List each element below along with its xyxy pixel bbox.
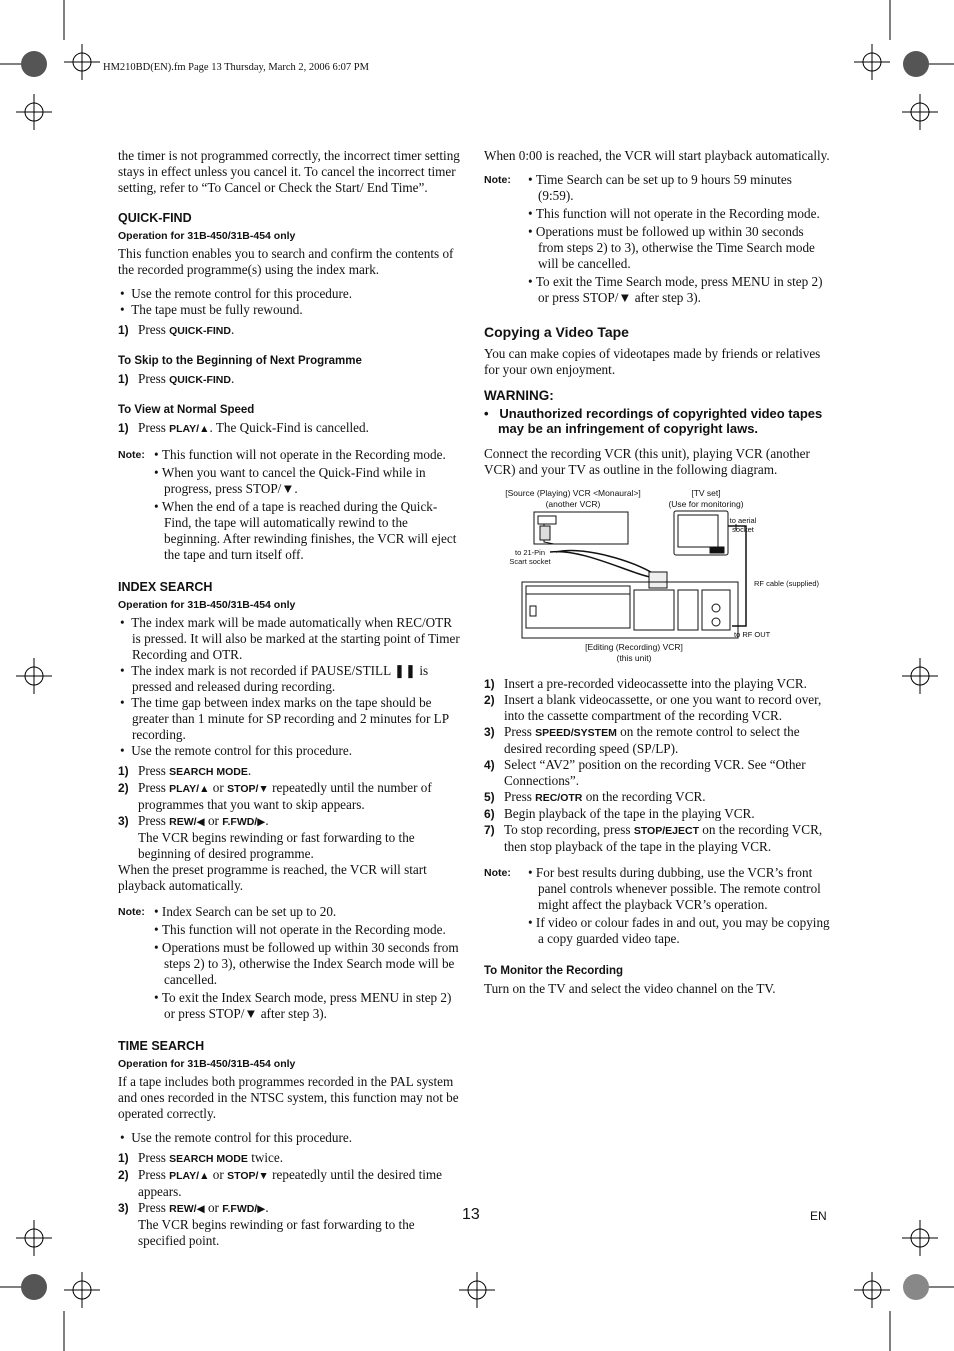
copy-step-5: [484, 789, 830, 806]
note-item: • Operations must be followed up within 30 seconds from steps 2) to 3), otherwise the Time Search mode will be cancelled.: [528, 224, 830, 272]
note-item: • This function will not operate in the Recording mode.: [154, 447, 463, 463]
note-item: • Index Search can be set up to 20.: [154, 904, 463, 920]
note-item: • To exit the Index Search mode, press MENU in step 2) or press STOP/▼ after step 3).: [154, 990, 463, 1022]
step-number: 2): [484, 693, 495, 707]
step-text: Press: [138, 1150, 170, 1165]
key-label: F.FWD/▶: [222, 1203, 266, 1215]
step-text: on the recording VCR, then stop playback of the tape in the playing VCR.: [504, 822, 823, 854]
step-subtext: The VCR begins rewinding or fast forwarding to the beginning of desired programme.: [138, 830, 415, 861]
note-label: Note:: [118, 449, 145, 461]
copy-step-6: [484, 806, 830, 822]
step-number: 1): [118, 323, 129, 337]
step-text: Insert a pre-recorded videocassette into the playing VCR.: [504, 676, 807, 691]
index-bullet: • The time gap between index marks on the tape should be greater than 1 minute for SP recording and 2 minutes for LP recording.: [118, 695, 463, 743]
step-text: Press: [138, 813, 170, 828]
step-text: .: [265, 813, 269, 828]
step-text: Begin playback of the tape in the playing VCR.: [504, 806, 755, 821]
note-item: • When the end of a tape is reached during the Quick-Find, the tape will automatically rewind to the beginning. After rewinding finishes, the VCR will eject the tape and turn itself off.: [154, 499, 463, 563]
step-text: .: [247, 763, 252, 778]
editing-vcr-label: [Editing (Recording) VCR]: [585, 642, 683, 652]
monitor-text: Turn on the TV and select the video channel on the TV.: [484, 981, 776, 996]
step-text: Press: [138, 1167, 170, 1182]
note-item: • To exit the Time Search mode, press MENU in step 2) or press STOP/▼ after step 3).: [528, 274, 830, 306]
copy-step-7: [484, 822, 830, 855]
step-text: Press: [138, 371, 170, 386]
note-label: Note:: [484, 867, 511, 879]
key-label: QUICK-FIND: [169, 374, 231, 386]
copy-heading: Copying a Video Tape: [484, 324, 629, 340]
index-bullet: • The index mark is not recorded if PAUSE/STILL ❚❚ is pressed and released during recording.: [118, 663, 463, 695]
key-label: PLAY/▲: [169, 783, 210, 795]
normal-step-1: [118, 420, 463, 437]
key-label: REW/◀: [169, 816, 205, 828]
step-text: Insert a blank videocassette, or one you want to record over, into the cassette compartment of the recording VCR.: [504, 692, 822, 723]
step-text: . The Quick-Find is cancelled.: [209, 420, 369, 435]
monitor-heading: To Monitor the Recording: [484, 965, 624, 977]
normal-speed-heading: To View at Normal Speed: [118, 404, 255, 416]
index-step-1: [118, 763, 463, 780]
step-text: Press: [504, 789, 536, 804]
step-subtext: The VCR begins rewinding or fast forwarding to the specified point.: [138, 1217, 415, 1248]
quickfind-step-1: [118, 322, 463, 339]
aerial-label: to aerial socket: [729, 516, 757, 534]
rf-out-label: to RF OUT: [734, 630, 771, 639]
time-search-heading: TIME SEARCH: [118, 1039, 205, 1053]
step-text: Press: [138, 420, 170, 435]
step-text: .: [230, 371, 235, 386]
quickfind-bullet: • Use the remote control for this procedure.: [118, 286, 463, 302]
step-number: 3): [118, 814, 129, 828]
step-number: 6): [484, 807, 495, 821]
connection-diagram: [484, 486, 830, 666]
copy-step-1: [484, 676, 830, 692]
step-text: Press: [138, 780, 170, 795]
key-label: SEARCH MODE: [169, 1153, 248, 1165]
key-label: PLAY/▲: [169, 1170, 210, 1182]
key-label: SEARCH MODE: [169, 766, 248, 778]
note-item: • Time Search can be set up to 9 hours 59 minutes (9:59).: [528, 172, 830, 204]
step-text: To stop recording, press: [504, 822, 634, 837]
tv-label: [TV set]: [691, 488, 721, 498]
step-text: Press: [138, 1200, 170, 1215]
copy-step-3: [484, 724, 830, 757]
skip-heading: To Skip to the Beginning of Next Programme: [118, 355, 362, 367]
time-bullet: • Use the remote control for this procedure.: [118, 1130, 463, 1146]
key-label: QUICK-FIND: [169, 325, 231, 337]
editing-vcr-sub: (this unit): [616, 653, 652, 663]
scart-label: to 21-Pin Scart socket: [509, 548, 551, 566]
copy-step-2: [484, 692, 830, 724]
diagram-drawing: [484, 486, 830, 666]
key-label: REW/◀: [169, 1203, 205, 1215]
step-text: .: [230, 322, 235, 337]
step-text: or: [204, 1200, 223, 1215]
connect-text: Connect the recording VCR (this unit), playing VCR (another VCR) and your TV as outline in the following diagram.: [484, 446, 810, 477]
skip-step-1: [118, 371, 463, 388]
time-step-2: [118, 1167, 463, 1200]
warning-heading: WARNING:: [484, 388, 554, 403]
right-column: [484, 148, 830, 1005]
step-number: 2): [118, 781, 129, 795]
step-number: 5): [484, 790, 495, 804]
time-step-3: [118, 1200, 463, 1249]
key-label: STOP/▼: [227, 1170, 269, 1182]
step-text: Press: [504, 724, 536, 739]
quickfind-bullet: • The tape must be fully rewound.: [118, 302, 463, 318]
step-number: 3): [484, 725, 495, 739]
step-number: 2): [118, 1168, 129, 1182]
note-item: • For best results during dubbing, use the VCR’s front panel controls whenever possible. The remote control might affect the playback VCR’s operation.: [528, 865, 830, 913]
left-column: [118, 148, 463, 1249]
index-step-2: [118, 780, 463, 813]
step-number: 1): [118, 1151, 129, 1165]
tv-sub: (Use for monitoring): [668, 499, 744, 509]
step-text: or: [204, 813, 223, 828]
rf-cable-label: RF cable (supplied): [754, 579, 820, 588]
step-text: .: [265, 1200, 269, 1215]
note-item: • When you want to cancel the Quick-Find while in progress, press STOP/▼.: [154, 465, 463, 497]
index-heading: INDEX SEARCH: [118, 580, 213, 594]
quickfind-heading: QUICK-FIND: [118, 211, 192, 225]
index-bullet: • The index mark will be made automatically when REC/OTR is pressed. It will also be marked at the starting point of Timer Recording and OTR.: [118, 615, 463, 663]
step-text: Press: [138, 322, 170, 337]
page-number: 13: [462, 1206, 480, 1223]
key-label: F.FWD/▶: [222, 816, 266, 828]
time-intro: When 0:00 is reached, the VCR will start playback automatically.: [484, 148, 830, 163]
language-code: EN: [810, 1209, 827, 1223]
key-label: PLAY/▲: [169, 423, 210, 435]
step-number: 1): [118, 764, 129, 778]
note-item: • If video or colour fades in and out, you may be copying a copy guarded video tape.: [528, 915, 830, 947]
index-step-3: [118, 813, 463, 862]
step-number: 1): [118, 372, 129, 386]
key-label: STOP/▼: [227, 783, 269, 795]
step-text: repeatedly until the number of programmes that you want to skip appears.: [138, 780, 432, 812]
step-text: on the remote control to select the desired recording speed (SP/LP).: [504, 724, 800, 756]
copy-desc: You can make copies of videotapes made by friends or relatives for your own enjoyment.: [484, 346, 821, 377]
step-text: on the recording VCR.: [582, 789, 706, 804]
step-number: 1): [484, 677, 495, 691]
index-note: [118, 904, 463, 1024]
step-number: 7): [484, 823, 495, 837]
time-note: [484, 172, 830, 308]
key-label: SPEED/SYSTEM: [535, 727, 617, 739]
step-text: Select “AV2” position on the recording VCR. See “Other Connections”.: [504, 757, 806, 788]
index-after: When the preset programme is reached, the VCR will start playback automatically.: [118, 862, 427, 893]
quickfind-op-note: Operation for 31B-450/31B-454 only: [118, 230, 296, 242]
quickfind-desc: This function enables you to search and confirm the contents of the recorded programme(s) using the index mark.: [118, 246, 454, 277]
source-vcr-label: [Source (Playing) VCR <Monaural>]: [505, 488, 641, 498]
time-op-note: Operation for 31B-450/31B-454 only: [118, 1058, 296, 1070]
index-bullet: • Use the remote control for this procedure.: [118, 743, 463, 759]
step-text: repeatedly until the desired time appears.: [138, 1167, 443, 1199]
step-text: Press: [138, 763, 170, 778]
key-label: REC/OTR: [535, 792, 583, 804]
key-label: STOP/EJECT: [633, 825, 699, 837]
copy-note: [484, 865, 830, 949]
step-number: 4): [484, 758, 495, 772]
note-label: Note:: [484, 174, 511, 186]
step-text: or: [209, 1167, 228, 1182]
index-op-note: Operation for 31B-450/31B-454 only: [118, 599, 296, 611]
quickfind-note: [118, 447, 463, 565]
note-label: Note:: [118, 906, 145, 918]
step-text: twice.: [247, 1150, 284, 1165]
copy-step-4: [484, 757, 830, 789]
source-vcr-sub: (another VCR): [545, 499, 601, 509]
warning-text: • Unauthorized recordings of copyrighted video tapes may be an infringement of copyright laws.: [484, 406, 830, 436]
file-header: HM210BD(EN).fm Page 13 Thursday, March 2, 2006 6:07 PM: [103, 62, 369, 73]
time-step-1: [118, 1150, 463, 1167]
note-item: • This function will not operate in the Recording mode.: [154, 922, 463, 938]
note-item: • Operations must be followed up within 30 seconds from steps 2) to 3), otherwise the Index Search mode will be cancelled.: [154, 940, 463, 988]
step-number: 3): [118, 1201, 129, 1215]
note-item: • This function will not operate in the Recording mode.: [528, 206, 830, 222]
step-number: 1): [118, 421, 129, 435]
time-desc: If a tape includes both programmes recorded in the PAL system and ones recorded in the NTSC system, this function may not be operated correctly.: [118, 1074, 459, 1121]
step-text: or: [209, 780, 228, 795]
intro-text: the timer is not programmed correctly, the incorrect timer setting stays in effect unless you cancel it. To cancel the incorrect timer setting, refer to “To Cancel or Check the Start/ End Time”.: [118, 148, 460, 195]
